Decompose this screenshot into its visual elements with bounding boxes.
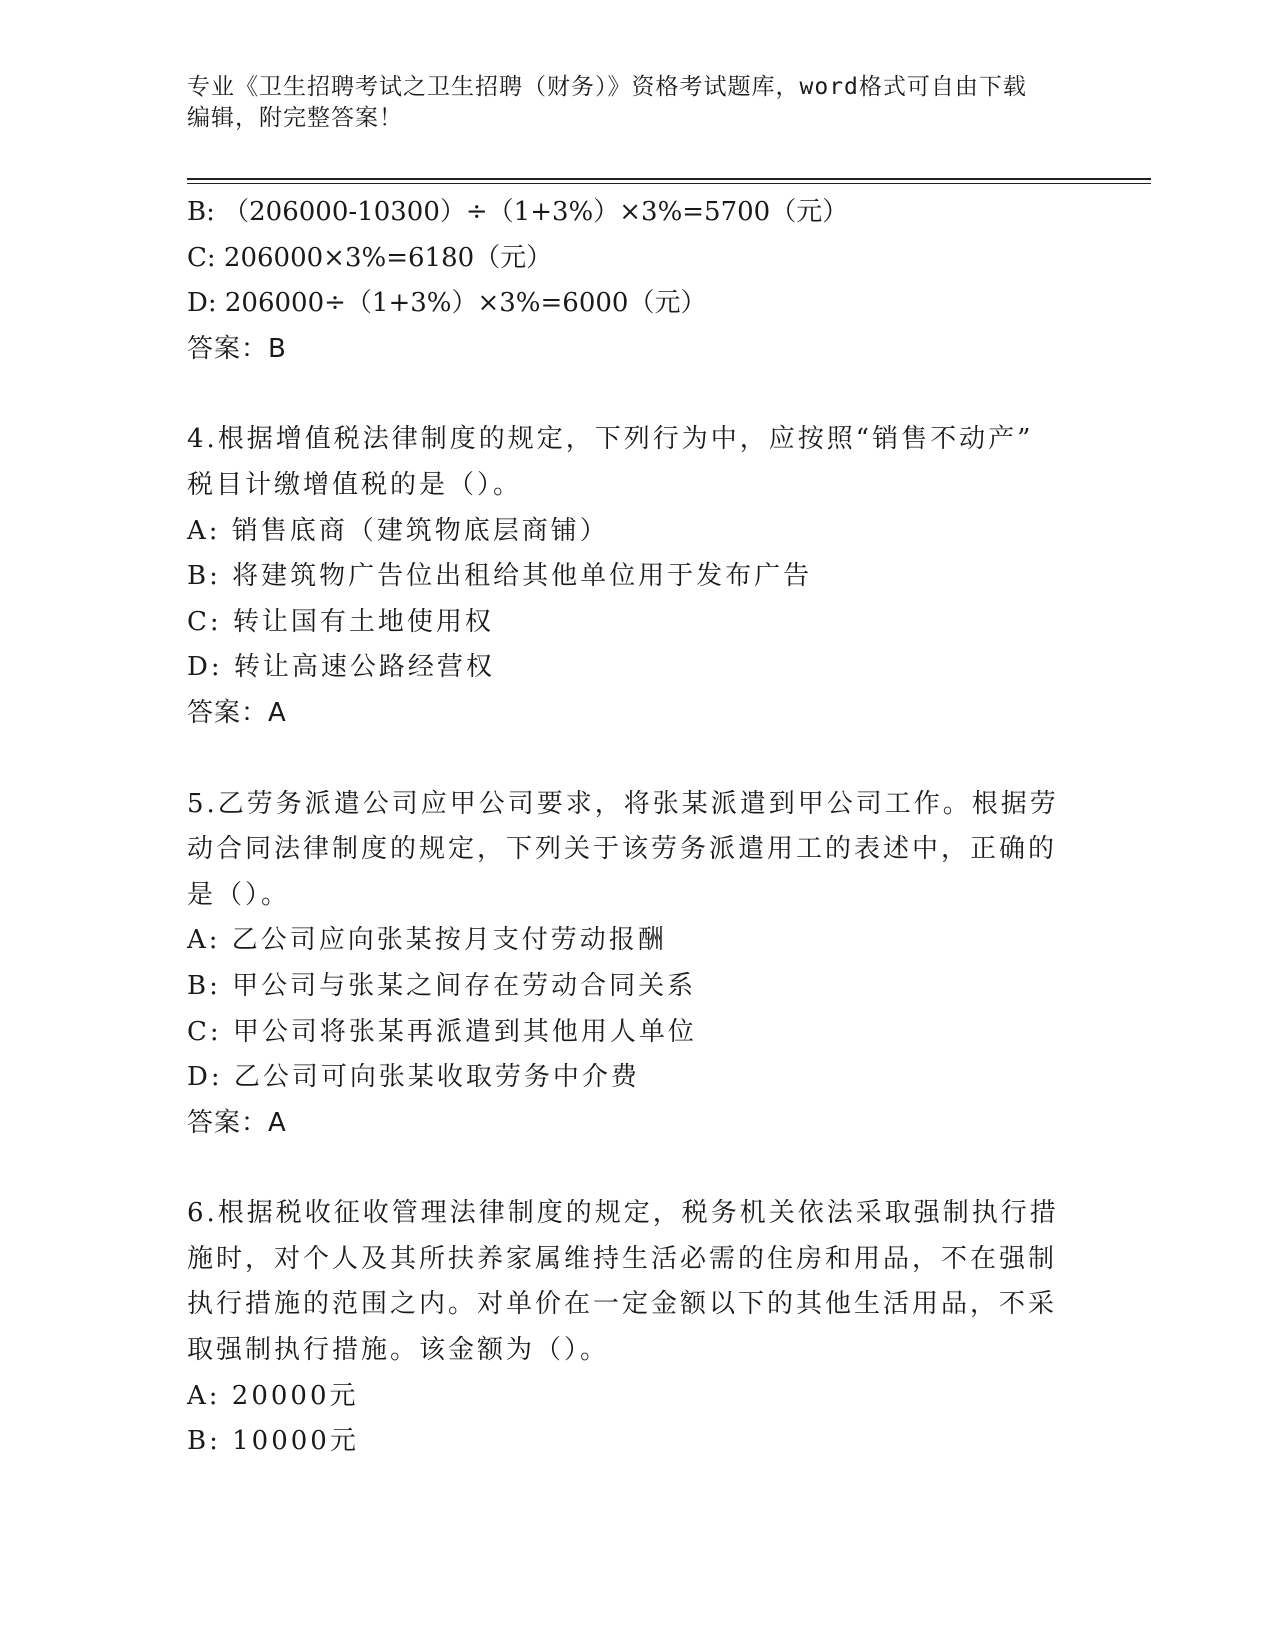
q5-option-d: D: 乙公司可向张某收取劳务中介费 xyxy=(187,1062,640,1093)
q6-option-b: B: 10000元 xyxy=(187,1426,359,1457)
q4-stem-line-2: 税目计缴增值税的是（）。 xyxy=(187,469,523,500)
q6-stem-line-1: 6.根据税收征收管理法律制度的规定，税务机关依法采取强制执行措 xyxy=(187,1198,1059,1229)
header-line-2: 编辑，附完整答案！ xyxy=(187,105,403,131)
q5-stem-line-1: 5.乙劳务派遣公司应甲公司要求，将张某派遣到甲公司工作。根据劳 xyxy=(187,788,1059,819)
q3-option-b: B: （206000-10300）÷（1+3%）×3%=5700（元） xyxy=(187,197,849,227)
q5-option-a: A: 乙公司应向张某按月支付劳动报酬 xyxy=(187,925,667,956)
header-line-1: 专业《卫生招聘考试之卫生招聘（财务）》资格考试题库，word格式可自由下载 xyxy=(187,74,1027,100)
q6-option-a: A: 20000元 xyxy=(187,1380,359,1411)
document-header xyxy=(187,72,1067,134)
q3-option-d: D: 206000÷（1+3%）×3%=6000（元） xyxy=(187,288,707,319)
q5-option-c: C: 甲公司将张某再派遣到其他用人单位 xyxy=(187,1016,697,1047)
q4-option-d: D: 转让高速公路经营权 xyxy=(187,652,495,683)
q4-stem-line-1: 4.根据增值税法律制度的规定，下列行为中，应按照“销售不动产” xyxy=(187,424,1034,455)
question-5 xyxy=(187,782,1067,1147)
q4-option-a: A: 销售底商（建筑物底层商铺） xyxy=(187,515,609,546)
question-6 xyxy=(187,1191,1067,1465)
question-content xyxy=(187,190,1067,1465)
q4-option-b: B: 将建筑物广告位出租给其他单位用于发布广告 xyxy=(187,561,813,592)
q6-stem-line-4: 取强制执行措施。该金额为（）。 xyxy=(187,1335,610,1366)
q5-stem-line-2: 动合同法律制度的规定，下列关于该劳务派遣用工的表述中，正确的 xyxy=(187,834,1058,865)
header-divider xyxy=(187,178,1151,184)
q6-stem-line-2: 施时，对个人及其所扶养家属维持生活必需的住房和用品，不在强制 xyxy=(187,1243,1058,1274)
spacer xyxy=(187,737,1067,782)
q3-answer: 答案：B xyxy=(187,333,287,364)
spacer xyxy=(187,1146,1067,1191)
q4-answer: 答案：A xyxy=(187,697,287,728)
question-4 xyxy=(187,417,1067,736)
q3-option-c: C: 206000×3%=6180（元） xyxy=(187,242,553,273)
q5-answer: 答案：A xyxy=(187,1107,287,1138)
spacer xyxy=(187,372,1067,417)
q5-option-b: B: 甲公司与张某之间存在劳动合同关系 xyxy=(187,970,697,1001)
q4-option-c: C: 转让国有土地使用权 xyxy=(187,606,494,637)
q6-stem-line-3: 执行措施的范围之内。对单价在一定金额以下的其他生活用品，不采 xyxy=(187,1289,1058,1320)
question-3-tail xyxy=(187,190,1067,372)
q5-stem-line-3: 是（）。 xyxy=(187,879,291,910)
